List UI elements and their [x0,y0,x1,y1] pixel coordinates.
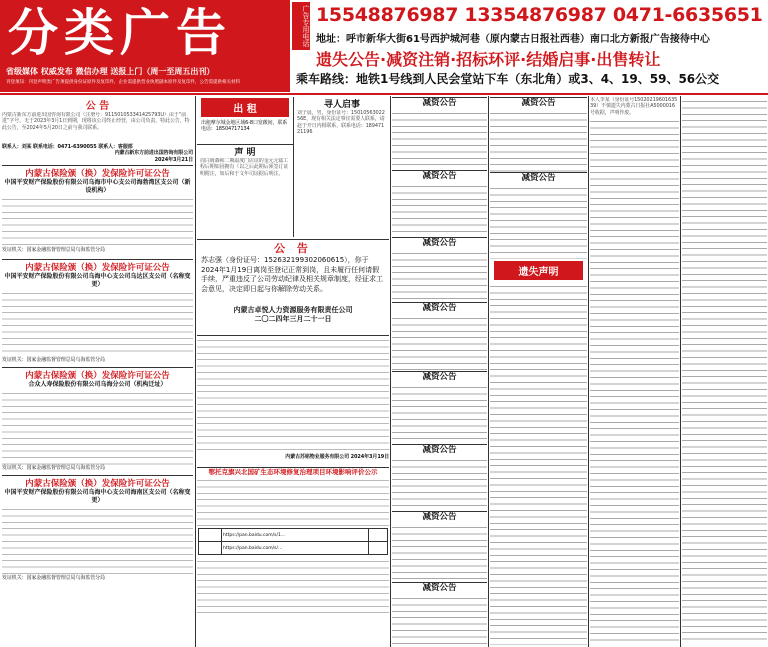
capital-reduction-body [392,523,487,582]
col-divider-1 [195,96,196,647]
eia-footer [197,557,389,617]
column-2 [197,97,389,645]
column-5 [590,97,679,645]
permit3-details [2,389,193,465]
col5-body [590,117,679,643]
permit2-issuer: 发证机关：国家金融监督管理总局乌海监管分局 [2,357,105,364]
column-6 [682,97,767,645]
statement-title: 声 明 [197,144,293,158]
permit-block-3 [2,367,193,475]
capital-reduction-title: 减资公告 [422,372,457,382]
services-line: 遗失公告·减资注销·招标环评·结婚启事·出售转让 [316,50,661,69]
capital-reduction-body [392,314,487,371]
capital-reduction-title: 减资公告 [422,98,457,108]
eia-table [198,528,388,555]
missing-box [295,97,389,237]
eia-title: 鄂托克旗兴北国矿生态环境修复治理项目环境影响评价公示 [208,468,378,476]
permit2-title: 内蒙古保险颁（换）发保险许可证公告 [25,263,170,274]
property-notice-body [197,336,389,454]
loss-statement-list [490,282,587,645]
capital-reduction-title: 减资公告 [422,512,457,522]
capital-reduction-notice [490,172,587,259]
capital-reduction-notice [392,582,487,645]
capital-reduction-notice [392,371,487,444]
property-notice [197,335,389,466]
dismissal-sign: 内蒙古卓悦人力资源服务有限责任公司 [233,306,353,314]
capital-reduction-title: 减资公告 [422,445,457,455]
missing-title: 寻人启事 [323,100,360,110]
permit1-issuer: 发证机关：国家金融监督管理总局乌海监管分局 [2,247,105,254]
notice1-date: 2024年3月21日 [154,156,193,163]
capital-reduction-body [490,109,587,172]
permit1-details [2,195,193,247]
permit4-details [2,505,193,575]
permit2-details [2,289,193,357]
col-divider-2 [390,96,391,647]
col-divider-3 [488,96,489,647]
column-3 [392,97,487,645]
column-1 [2,97,193,645]
capital-reduction-title: 减资公告 [521,98,556,108]
capital-reduction-notice [392,170,487,237]
logo-text: 分类广告 [8,3,232,62]
capital-reduction-notice [392,511,487,582]
notice1-body: 内蒙古新东方前进出国咨询有限公司（注册号：911501053341425793U）由于“前进”字号，无于2023年3月1日到期，现将该公司终止经营，由公司负责，特此公告，特此公告，至2024年5月20日之前与我司联系。 [2,112,190,131]
capital-reduction-body [392,383,487,444]
permit-block-2 [2,259,193,367]
permit3-title: 内蒙古保险颁（换）发保险许可证公告 [25,371,170,382]
capital-reduction-body [392,456,487,511]
phone-numbers: 15548876987 13354876987 0471-6635651 [316,4,763,26]
capital-reduction-notice [392,444,487,511]
dismissal-title: 公 告 [274,242,312,255]
capital-reduction-body [490,184,587,259]
capital-reduction-body [392,594,487,645]
eia-body [197,476,389,526]
capital-reduction-notice [392,97,487,170]
dismissal-body: 苏志强（身份证号：152632199302060615），你于2024年1月19日离岗至登记正常到岗，且未履行任何请假手续，严重违反了公司劳动纪律及相关规章制度，经征求工会意见，决定即日起与你解除劳动关系。 [201,256,383,293]
permit4-company: 中国平安财产保险股份有限公司乌海中心支公司海南区支公司（名称变更） [4,489,191,505]
capital-reduction-title: 减资公告 [422,303,457,313]
notice1-contact: 联系人：刘某 联系电话：0471-6390055 联系人：客服部 [2,144,133,150]
slogan-primary: 省级媒体 权威发布 微信办理 送报上门（周一至周五出刊） [6,67,215,76]
notice1-title: 公 告 [85,101,110,112]
permit4-title: 内蒙古保险颁（换）发保险许可证公告 [25,479,170,490]
permit3-issuer: 发证机关：国家金融监督管理总局乌海监管分局 [2,465,105,472]
notice1-sign: 内蒙古新东方前进出国咨询有限公司 [114,150,193,157]
dismissal-notice [197,239,389,334]
permit-block-4 [2,475,193,597]
capital-reduction-body [392,109,487,170]
permit3-company: 合众人寿保险股份有限公司乌海分公司（机构迁址） [28,381,167,389]
capital-reduction-body [392,249,487,302]
col5-lead: 本人李某（身份证号1502021960163539）不慎遗失内蒙古日报社A5000016号收据，声明作废。 [590,97,678,116]
statement-body: 周白姆森和二期温度门店证的金元元镭工程后期如因拥有（以之后此期后须签订证明附注，如后和于文年司证据后明注。 [200,158,289,177]
missing-body: 刘子晨，男，身份证号：1501056302256E，现有相关法定事宜需要人联系，请赵于开日内相联系，联系电话：18947121196 [297,110,385,136]
col6-body [682,97,767,643]
col-divider-4 [588,96,589,647]
capital-reduction-title: 减资公告 [422,238,457,248]
capital-reduction-notice [392,302,487,371]
capital-reduction-notice [490,97,587,172]
property-notice-sign: 内蒙古苏铭物业服务有限公司 2024年3月19日 [285,454,389,460]
hotline-label-text: 广告专用电话 [302,5,310,47]
eia-link-1[interactable]: https://pan.baidu.com/s/1... [222,529,369,542]
bus-line: 乘车路线：地铁1号线到人民会堂站下车（东北角）或3、4、19、59、56公交 [296,72,720,86]
col3-notices [392,97,487,645]
permit4-issuer: 发证机关：国家金融监督管理总局乌海监管分局 [2,575,105,582]
col4-notices [490,97,587,645]
eia-notice [197,467,389,645]
permit1-company: 中国平安财产保险股份有限公司乌海市中心支公司海勃湾区支公司（新设机构） [4,179,191,195]
capital-reduction-title: 减资公告 [521,173,556,183]
rent-body: 出租摩尔城金地区域6-8口宽敞间，联系电话：18504717134 [201,120,288,133]
permit-block-1 [2,165,193,259]
col-divider-5 [680,96,681,647]
column-4 [490,97,587,645]
hotline-label [292,2,310,50]
header-banner [0,0,768,93]
address-line: 地址：呼市新华大街61号西护城河巷（原内蒙古日报社西巷）南口北方新报广告接待中心 [316,34,710,45]
capital-reduction-title: 减资公告 [422,171,457,181]
loss-statement-header: 遗失声明 [494,261,583,280]
permit1-title: 内蒙古保险颁（换）发保险许可证公告 [25,169,170,180]
dismissal-date: 二〇二四年三月二十一日 [254,315,332,323]
capital-reduction-title: 减资公告 [422,583,457,593]
rent-header: 出 租 [201,98,289,117]
permit2-company: 中国平安财产保险股份有限公司乌海中心支公司乌达区支公司（名称变更） [4,273,191,289]
rent-box [197,97,294,237]
capital-reduction-notice [392,237,487,302]
capital-reduction-body [392,182,487,237]
header-divider [0,93,768,95]
eia-link-2[interactable]: https://pan.baidu.com/s/... [222,542,369,555]
slogan-secondary: 刊登须知：刊登声明类广告须提供身份证原件及复印件，企业需提供营业执照副本原件及复印件，公告需提供相关材料 [6,80,240,85]
